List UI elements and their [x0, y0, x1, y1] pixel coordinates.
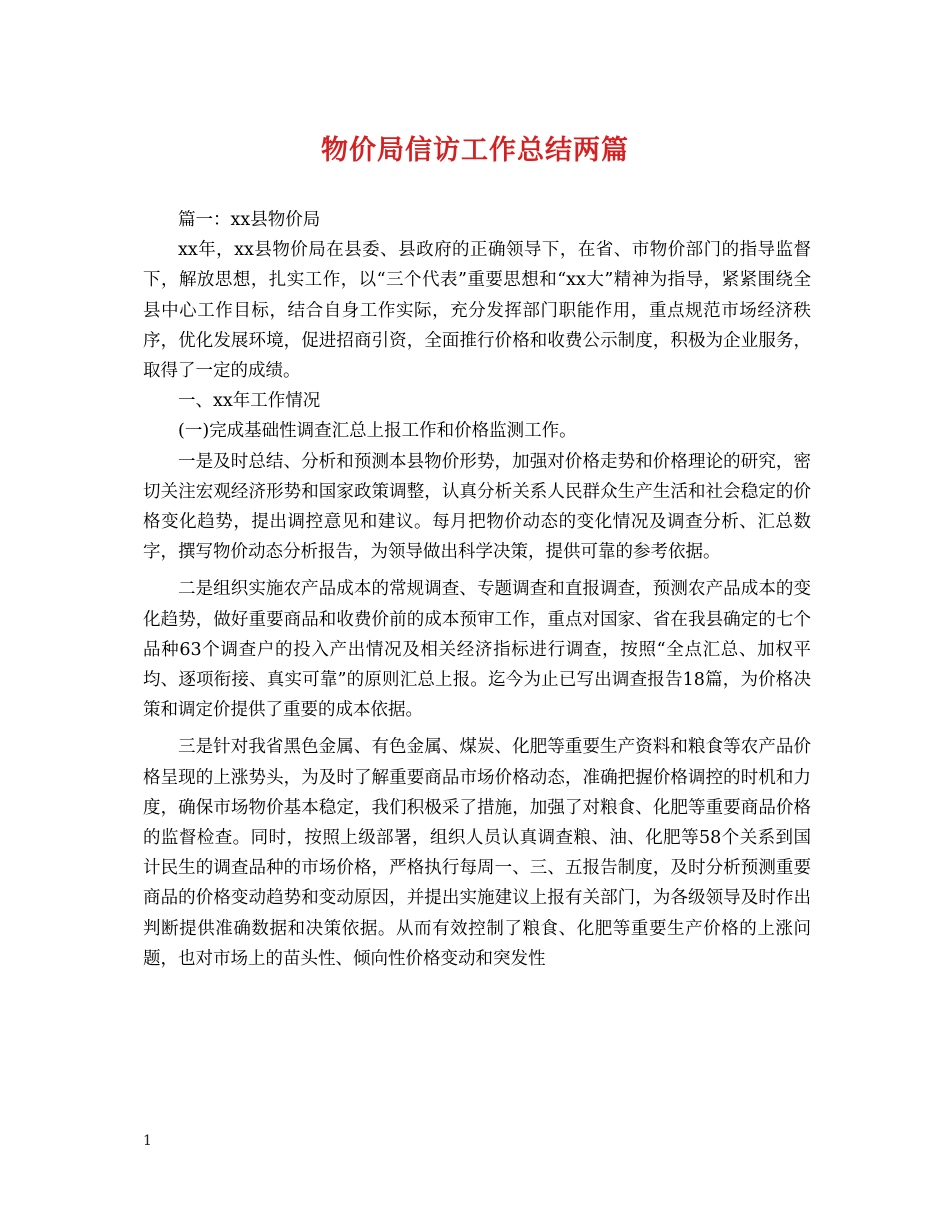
- section-heading-part-one: 篇一：xx县物价局: [178, 210, 321, 230]
- paragraph-third-point: 三是针对我省黑色金属、有色金属、煤炭、化肥等重要生产资料和粮食等农产品价格呈现的上涨势头，为及时了解重要商品市场价格动态，准确把握价格调控的时机和力度，确保市场物价基本稳定，我们积极采了措施，加强了对粮食、化肥等重要商品价格的监督检查。同时，按照上级部署，组织人员认真调查粮、油、化肥等58个关系到国计民生的调查品种的市场价格，严格执行每周一、三、五报告制度，及时分析预测重要商品的价格变动趋势和变动原因，并提出实施建议上报有关部门，为各级领导及时作出判断提供准确数据和决策依据。从而有效控制了粮食、化肥等重要生产价格的上涨问题，也对市场上的苗头性、倾向性价格变动和突发性: [143, 737, 811, 969]
- intro-paragraph: xx年，xx县物价局在县委、县政府的正确领导下，在省、市物价部门的指导监督下，解放思想，扎实工作，以“三个代表”重要思想和“xx大”精神为指导，紧紧围绕全县中心工作目标，结合自身工作实际，充分发挥部门职能作用，重点规范市场经济秩序，优化发展环境，促进招商引资，全面推行价格和收费公示制度，积极为企业服务，取得了一定的成绩。: [143, 240, 811, 382]
- paragraph-second-point: 二是组织实施农产品成本的常规调查、专题调查和直报调查，预测农产品成本的变化趋势，做好重要商品和收费价前的成本预审工作，重点对国家、省在我县确定的七个品种63个调查户的投入产出情况及相关经济指标进行调查，按照“全点汇总、加权平均、逐项衔接、真实可靠”的原则汇总上报。迄今为止已写出调查报告18篇，为价格决策和调定价提供了重要的成本依据。: [143, 579, 811, 721]
- page-number: 1: [143, 1133, 152, 1149]
- document-body: [143, 205, 811, 974]
- subsection-heading-survey: (一)完成基础性调查汇总上报工作和价格监测工作。: [178, 421, 577, 442]
- section-heading-work-status: 一、xx年工作情况: [178, 391, 321, 412]
- document-title: 物价局信访工作总结两篇: [321, 135, 629, 166]
- paragraph-first-point: 一是及时总结、分析和预测本县物价形势，加强对价格走势和价格理论的研究，密切关注宏观经济形势和国家政策调整，认真分析关系人民群众生产生活和社会稳定的价格变化趋势，提出调控意见和建议。每月把物价动态的变化情况及调查分析、汇总数字，撰写物价动态分析报告，为领导做出科学决策，提供可靠的参考依据。: [143, 451, 811, 563]
